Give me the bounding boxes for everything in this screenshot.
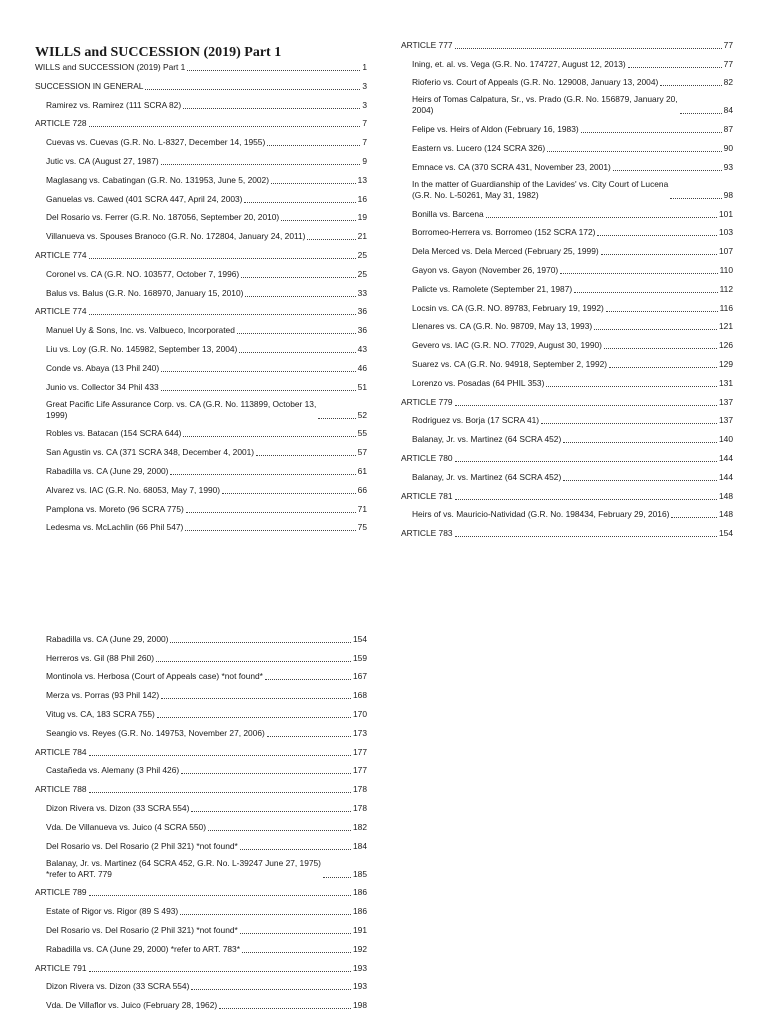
toc-section-entry[interactable] [401, 391, 733, 410]
toc-page-number: 75 [357, 522, 367, 533]
toc-page-number: 159 [353, 652, 367, 663]
toc-page-number: 167 [353, 671, 367, 682]
toc-entry-text: ARTICLE 791 [35, 962, 87, 973]
toc-entry-text-line1: Balanay, Jr. vs. Martinez (64 SCRA 452, G.R. No. L-39247 June 27, 1975) [46, 857, 321, 868]
toc-entry-text: Seangio vs. Reyes (G.R. No. 149753, November 27, 2006) [46, 727, 265, 738]
toc-case-entry[interactable] [35, 441, 367, 460]
toc-dot-leader [208, 830, 351, 831]
toc-page-number: 87 [723, 124, 733, 135]
toc-entry-text: Estate of Rigor vs. Rigor (89 S 493) [46, 906, 179, 917]
toc-case-entry[interactable] [35, 797, 367, 816]
toc-dot-leader [240, 933, 351, 934]
toc-dot-leader [486, 217, 717, 218]
toc-entry-text: Balus vs. Balus (G.R. No. 168970, January 15, 2010) [46, 287, 244, 298]
toc-entry-text: Dela Merced vs. Dela Merced (February 25, 1999) [412, 246, 599, 257]
toc-section-entry[interactable] [35, 301, 367, 320]
toc-entry-text: Alvarez vs. IAC (G.R. No. 68053, May 7, 1990) [46, 484, 221, 495]
toc-entry-text: Vda. De Villaflor vs. Juico (February 28, 1962) [46, 1000, 218, 1011]
toc-section-entry[interactable] [35, 244, 367, 263]
toc-page-number: 168 [353, 690, 367, 701]
toc-case-entry[interactable] [401, 259, 733, 278]
toc-dot-leader [271, 183, 356, 184]
toc-page-number: 7 [362, 137, 367, 148]
toc-entry-text: ARTICLE 783 [401, 528, 453, 539]
toc-dot-leader [241, 277, 355, 278]
toc-page-number: 57 [357, 447, 367, 458]
toc-page-number: 46 [357, 362, 367, 373]
toc-case-entry[interactable] [35, 395, 367, 423]
toc-case-entry[interactable] [401, 297, 733, 316]
toc-case-entry[interactable] [35, 900, 367, 919]
toc-page-number: 25 [357, 268, 367, 279]
toc-entry-text: ARTICLE 728 [35, 118, 87, 129]
toc-dot-leader [89, 971, 351, 972]
toc-dot-leader [219, 1008, 351, 1009]
toc-section-entry[interactable] [35, 778, 367, 797]
toc-dot-leader [156, 661, 351, 662]
toc-entry-text-line1: Great Pacific Life Assurance Corp. vs. CA (G.R. No. 113899, October 13, [46, 398, 317, 409]
toc-entry-text: Lorenzo vs. Posadas (64 PHIL 353) [412, 377, 545, 388]
toc-page-number: 82 [723, 77, 733, 88]
toc-entry-text: Ledesma vs. McLachlin (66 Phil 547) [46, 522, 184, 533]
toc-entry-text: Ining, et. al. vs. Vega (G.R. No. 174727, August 12, 2013) [412, 58, 626, 69]
toc-dot-leader [186, 512, 356, 513]
toc-entry-text [46, 399, 316, 423]
toc-entry-text: Cuevas vs. Cuevas (G.R. No. L-8327, December 14, 1955) [46, 137, 266, 148]
toc-case-entry[interactable] [401, 53, 733, 72]
toc-dot-leader [560, 273, 717, 274]
toc-entry-text: Montinola vs. Herbosa (Court of Appeals case) *not found* [46, 671, 263, 682]
toc-dot-leader [606, 311, 718, 312]
toc-case-entry[interactable] [401, 222, 733, 241]
toc-entry-text-line1: Heirs of Tomas Calpatura, Sr., vs. Prado (G.R. No. 156879, January 20, [412, 94, 678, 105]
toc-page-number: 121 [719, 321, 733, 332]
toc-page-number: 186 [353, 887, 367, 898]
toc-page-number: 140 [719, 434, 733, 445]
toc-entry-text-line1: In the matter of Guardianship of the Lavides' vs. City Court of Lucena [412, 178, 669, 189]
toc-page-number: 71 [357, 503, 367, 514]
toc-case-entry[interactable] [401, 372, 733, 391]
toc-case-entry[interactable] [35, 684, 367, 703]
toc-case-entry[interactable] [401, 316, 733, 335]
toc-entry-text: Jutic vs. CA (August 27, 1987) [46, 155, 159, 166]
toc-section-entry[interactable] [401, 34, 733, 53]
toc-entry-text: Rabadilla vs. CA (June 29, 2000) *refer to ART. 783* [46, 943, 240, 954]
toc-page-number: 131 [719, 377, 733, 388]
toc-entry-text: Palicte vs. Ramolete (September 21, 1987) [412, 283, 573, 294]
toc-entry-text: Balanay, Jr. vs. Martinez (64 SCRA 452) [412, 471, 562, 482]
toc-section-entry[interactable] [35, 62, 367, 75]
toc-dot-leader [256, 455, 356, 456]
toc-dot-leader [547, 151, 722, 152]
toc-entry-text: ARTICLE 777 [401, 39, 453, 50]
toc-dot-leader [455, 461, 717, 462]
toc-page-number: 77 [723, 58, 733, 69]
toc-entry-text: Herreros vs. Gil (88 Phil 260) [46, 652, 154, 663]
toc-case-entry[interactable] [35, 976, 367, 995]
toc-entry-text: Llenares vs. CA (G.R. No. 98709, May 13, 1993) [412, 321, 593, 332]
toc-dot-leader [89, 792, 351, 793]
toc-dot-leader [239, 352, 355, 353]
toc-case-entry[interactable] [35, 760, 367, 779]
toc-dot-leader [183, 108, 360, 109]
toc-case-entry[interactable] [35, 188, 367, 207]
toc-case-entry[interactable] [35, 225, 367, 244]
toc-entry-text: Del Rosario vs. Ferrer (G.R. No. 187056, September 20, 2010) [46, 212, 280, 223]
toc-page-number: 101 [719, 208, 733, 219]
toc-entry-text: ARTICLE 784 [35, 746, 87, 757]
toc-page-number: 25 [357, 249, 367, 260]
toc-dot-leader [267, 145, 360, 146]
toc-entry-text: Rodriguez vs. Borja (17 SCRA 41) [412, 415, 540, 426]
toc-dot-leader [89, 895, 351, 896]
toc-case-entry[interactable] [401, 466, 733, 485]
toc-entry-text: Emnace vs. CA (370 SCRA 431, November 23, 2001) [412, 161, 611, 172]
toc-dot-leader [237, 333, 356, 334]
toc-entry-text: Junio vs. Collector 34 Phil 433 [46, 381, 159, 392]
toc-dot-leader [185, 530, 355, 531]
toc-dot-leader [601, 254, 717, 255]
toc-dot-leader [671, 517, 717, 518]
toc-dot-leader [191, 989, 351, 990]
toc-dot-leader [597, 235, 717, 236]
toc-page-number: 3 [362, 99, 367, 110]
toc-dot-leader [181, 773, 351, 774]
toc-case-entry[interactable] [35, 919, 367, 938]
toc-page-number: 144 [719, 471, 733, 482]
toc-case-entry[interactable] [35, 338, 367, 357]
toc-page-number: 170 [353, 708, 367, 719]
toc-page-number: 192 [353, 943, 367, 954]
toc-entry-text: Locsin vs. CA (G.R. NO. 89783, February 19, 1992) [412, 302, 604, 313]
toc-dot-leader [265, 679, 351, 680]
toc-page-number: 198 [353, 1000, 367, 1011]
toc-case-entry[interactable] [35, 498, 367, 517]
toc-entry-text: ARTICLE 788 [35, 784, 87, 795]
toc-page-number: 148 [719, 490, 733, 501]
toc-page-number: 36 [357, 325, 367, 336]
toc-case-entry[interactable] [35, 131, 367, 150]
toc-dot-leader [541, 423, 717, 424]
toc-entry-text: Balanay, Jr. vs. Martinez (64 SCRA 452) [412, 434, 562, 445]
toc-dot-leader [318, 418, 355, 419]
toc-dot-leader [660, 85, 721, 86]
toc-case-entry[interactable] [35, 207, 367, 226]
toc-list-bottom [35, 628, 367, 1013]
toc-dot-leader [161, 371, 356, 372]
toc-dot-leader [563, 442, 717, 443]
toc-entry-text: Rabadilla vs. CA (June 29, 2000) [46, 465, 169, 476]
toc-dot-leader [609, 367, 717, 368]
toc-page-number: 177 [353, 765, 367, 776]
toc-entry-text [46, 858, 321, 882]
toc-entry-text: Rabadilla vs. CA (June 29, 2000) [46, 633, 169, 644]
toc-case-entry[interactable] [401, 428, 733, 447]
toc-dot-leader [281, 220, 355, 221]
toc-page-number: 93 [723, 161, 733, 172]
toc-case-entry[interactable] [401, 334, 733, 353]
toc-case-entry[interactable] [35, 460, 367, 479]
toc-page-number: 13 [357, 174, 367, 185]
toc-dot-leader [604, 348, 717, 349]
toc-case-entry[interactable] [35, 263, 367, 282]
toc-entry-text: Manuel Uy & Sons, Inc. vs. Valbueco, Incorporated [46, 325, 235, 336]
toc-dot-leader [455, 405, 717, 406]
toc-case-entry[interactable] [35, 994, 367, 1013]
toc-entry-text: Rioferio vs. Court of Appeals (G.R. No. 129008, January 13, 2004) [412, 77, 659, 88]
toc-page-number: 66 [357, 484, 367, 495]
toc-entry-text: ARTICLE 779 [401, 396, 453, 407]
toc-page-number: 186 [353, 906, 367, 917]
toc-section-entry[interactable] [35, 75, 367, 94]
toc-entry-text: ARTICLE 780 [401, 452, 453, 463]
toc-page-number: 21 [357, 231, 367, 242]
toc-dot-leader [89, 314, 356, 315]
toc-entry-text: Maglasang vs. Cabatingan (G.R. No. 131953, June 5, 2002) [46, 174, 270, 185]
toc-dot-leader [240, 849, 351, 850]
toc-case-entry[interactable] [401, 410, 733, 429]
toc-page-number: 9 [362, 155, 367, 166]
toc-page-number: 116 [719, 302, 733, 313]
toc-dot-leader [455, 499, 717, 500]
toc-entry-text-line2: (G.R. No. L-50261, May 31, 1982) [412, 189, 539, 200]
toc-page-number: 1 [362, 62, 367, 72]
toc-entry-text: Dizon Rivera vs. Dizon (33 SCRA 554) [46, 802, 190, 813]
toc-page-number: 193 [353, 981, 367, 992]
toc-entry-text: Del Rosario vs. Del Rosario (2 Phil 321) *not found* [46, 840, 238, 851]
toc-entry-text: Liu vs. Loy (G.R. No. 145982, September 13, 2004) [46, 343, 238, 354]
toc-dot-leader [613, 170, 722, 171]
toc-page-number: 137 [719, 415, 733, 426]
toc-section-entry[interactable] [35, 882, 367, 901]
toc-entry-text: WILLS and SUCCESSION (2019) Part 1 [35, 62, 186, 72]
toc-entry-text: Pamplona vs. Moreto (96 SCRA 775) [46, 503, 184, 514]
toc-entry-text: Conde vs. Abaya (13 Phil 240) [46, 362, 160, 373]
toc-list-left [35, 62, 367, 535]
toc-entry-text [412, 179, 668, 203]
toc-page-number: 43 [357, 343, 367, 354]
toc-page-number: 51 [357, 381, 367, 392]
toc-entry-text: ARTICLE 789 [35, 887, 87, 898]
toc-page-number: 90 [723, 142, 733, 153]
toc-page-number: 33 [357, 287, 367, 298]
toc-case-entry[interactable] [401, 504, 733, 523]
toc-dot-leader [628, 67, 722, 68]
toc-dot-leader [581, 132, 722, 133]
toc-entry-text: Borromeo-Herrera vs. Borromeo (152 SCRA 172) [412, 227, 596, 238]
toc-dot-leader [89, 126, 361, 127]
toc-entry-text: Del Rosario vs. Del Rosario (2 Phil 321) *not found* [46, 924, 238, 935]
toc-page-number: 184 [353, 840, 367, 851]
toc-entry-text: Dizon Rivera vs. Dizon (33 SCRA 554) [46, 981, 190, 992]
toc-dot-leader [267, 736, 351, 737]
toc-entry-text: Villanueva vs. Spouses Branoco (G.R. No. 172804, January 24, 2011) [46, 231, 306, 242]
toc-case-entry[interactable] [401, 72, 733, 91]
toc-entry-text-line2: 2004) [412, 105, 434, 116]
toc-case-entry[interactable] [401, 278, 733, 297]
toc-entry-text: ARTICLE 774 [35, 306, 87, 317]
toc-list-right [401, 34, 733, 541]
toc-case-entry[interactable] [35, 479, 367, 498]
toc-page-number: 191 [353, 924, 367, 935]
toc-entry-text: San Agustin vs. CA (371 SCRA 348, December 4, 2001) [46, 447, 255, 458]
toc-page-number: 154 [353, 633, 367, 644]
toc-case-entry[interactable] [35, 376, 367, 395]
toc-page-number: 144 [719, 452, 733, 463]
toc-dot-leader [546, 386, 717, 387]
toc-entry-text: Robles vs. Batacan (154 SCRA 644) [46, 428, 182, 439]
toc-case-entry[interactable] [35, 319, 367, 338]
toc-page-number: 19 [357, 212, 367, 223]
toc-page-number: 126 [719, 340, 733, 351]
toc-entry-text: SUCCESSION IN GENERAL [35, 80, 144, 91]
toc-entry-text: Gevero vs. IAC (G.R. NO. 77029, August 30, 1990) [412, 340, 602, 351]
toc-entry-text: Ganuelas vs. Cawed (401 SCRA 447, April 24, 2003) [46, 193, 243, 204]
toc-case-entry[interactable] [401, 240, 733, 259]
toc-page-number: 154 [719, 528, 733, 539]
toc-case-entry[interactable] [35, 357, 367, 376]
toc-dot-leader [670, 198, 721, 199]
toc-dot-leader [307, 239, 355, 240]
toc-entry-text: Vda. De Villanueva vs. Juico (4 SCRA 550) [46, 821, 206, 832]
toc-dot-leader [455, 48, 722, 49]
toc-case-entry[interactable] [35, 722, 367, 741]
toc-dot-leader [680, 113, 722, 114]
toc-case-entry[interactable] [35, 150, 367, 169]
toc-dot-leader [187, 70, 360, 71]
toc-entry-text-line2: 1999) [46, 409, 68, 420]
toc-entry-text: Ramirez vs. Ramirez (111 SCRA 82) [46, 99, 182, 110]
toc-entry-text [412, 94, 678, 118]
toc-column-left [35, 44, 367, 535]
toc-dot-leader [145, 89, 360, 90]
toc-page-number: 77 [723, 39, 733, 50]
toc-dot-leader [244, 202, 355, 203]
toc-page-number: 178 [353, 802, 367, 813]
toc-entry-text: Felipe vs. Heirs of Aldon (February 16, 1983) [412, 124, 579, 135]
toc-case-entry[interactable] [35, 169, 367, 188]
toc-entry-text: ARTICLE 774 [35, 249, 87, 260]
toc-column-bottom [35, 628, 367, 1013]
toc-dot-leader [161, 698, 351, 699]
toc-case-entry[interactable] [401, 175, 733, 203]
toc-dot-leader [594, 329, 717, 330]
toc-case-entry[interactable] [35, 854, 367, 882]
toc-page-number: 98 [723, 189, 733, 200]
toc-entry-text: Gayon vs. Gayon (November 26, 1970) [412, 264, 559, 275]
toc-dot-leader [161, 164, 361, 165]
toc-case-entry[interactable] [35, 423, 367, 442]
toc-case-entry[interactable] [35, 835, 367, 854]
toc-page-number: 84 [723, 105, 733, 116]
toc-case-entry[interactable] [401, 353, 733, 372]
toc-case-entry[interactable] [401, 203, 733, 222]
document-title: WILLS and SUCCESSION (2019) Part 1 [35, 45, 282, 60]
toc-dot-leader [191, 811, 351, 812]
toc-case-entry[interactable] [35, 666, 367, 685]
toc-dot-leader [574, 292, 718, 293]
toc-section-entry[interactable] [401, 522, 733, 541]
toc-case-entry[interactable] [35, 628, 367, 647]
toc-page-number: 7 [362, 118, 367, 129]
toc-case-entry[interactable] [35, 647, 367, 666]
toc-entry-text: Heirs of vs. Mauricio-Natividad (G.R. No. 198434, February 29, 2016) [412, 509, 670, 520]
toc-entry-text: Bonilla vs. Barcena [412, 208, 484, 219]
toc-dot-leader [242, 952, 351, 953]
toc-case-entry[interactable] [35, 282, 367, 301]
toc-entry-text: Eastern vs. Lucero (124 SCRA 326) [412, 142, 546, 153]
toc-case-entry[interactable] [35, 94, 367, 113]
toc-entry-text: Merza vs. Porras (93 Phil 142) [46, 690, 160, 701]
toc-entry-text: ARTICLE 781 [401, 490, 453, 501]
toc-case-entry[interactable] [401, 90, 733, 118]
toc-section-entry[interactable] [35, 113, 367, 132]
toc-page-number: 185 [353, 868, 367, 879]
toc-page-number: 137 [719, 396, 733, 407]
toc-section-entry[interactable] [35, 741, 367, 760]
toc-page-number: 52 [357, 409, 367, 420]
toc-section-entry[interactable] [35, 957, 367, 976]
toc-entry-text: Suarez vs. CA (G.R. No. 94918, September 2, 1992) [412, 358, 608, 369]
toc-dot-leader [157, 717, 351, 718]
toc-case-entry[interactable] [35, 703, 367, 722]
toc-page-number: 16 [357, 193, 367, 204]
toc-page-number: 36 [357, 306, 367, 317]
toc-section-entry[interactable] [401, 447, 733, 466]
toc-page-number: 193 [353, 962, 367, 973]
toc-page-number: 173 [353, 727, 367, 738]
toc-dot-leader [222, 493, 356, 494]
toc-page-number: 110 [719, 264, 733, 275]
toc-page-number: 61 [357, 465, 367, 476]
toc-dot-leader [245, 296, 355, 297]
toc-entry-text: Castañeda vs. Alemany (3 Phil 426) [46, 765, 180, 776]
toc-page-number: 182 [353, 821, 367, 832]
toc-column-right [401, 34, 733, 541]
toc-entry-text: Vitug vs. CA, 183 SCRA 755) [46, 708, 155, 719]
toc-dot-leader [455, 536, 717, 537]
toc-case-entry[interactable] [401, 118, 733, 137]
toc-case-entry[interactable] [401, 156, 733, 175]
toc-page-number: 129 [719, 358, 733, 369]
toc-case-entry[interactable] [35, 816, 367, 835]
toc-case-entry[interactable] [401, 137, 733, 156]
toc-dot-leader [161, 390, 356, 391]
toc-dot-leader [89, 258, 356, 259]
toc-dot-leader [323, 877, 351, 878]
toc-page-number: 177 [353, 746, 367, 757]
toc-case-entry[interactable] [35, 938, 367, 957]
toc-page-number: 3 [362, 80, 367, 91]
toc-dot-leader [170, 474, 355, 475]
toc-dot-leader [563, 480, 717, 481]
toc-dot-leader [183, 436, 355, 437]
toc-dot-leader [170, 642, 351, 643]
toc-page-number: 55 [357, 428, 367, 439]
toc-section-entry[interactable] [401, 485, 733, 504]
toc-page-number: 112 [719, 283, 733, 294]
toc-entry-text-line2: *refer to ART. 779 [46, 868, 112, 879]
toc-dot-leader [180, 914, 351, 915]
toc-page-number: 107 [719, 246, 733, 257]
toc-page-number: 148 [719, 509, 733, 520]
toc-page-number: 103 [719, 227, 733, 238]
toc-dot-leader [89, 755, 351, 756]
toc-case-entry[interactable] [35, 517, 367, 536]
toc-entry-text: Coronel vs. CA (G.R. NO. 103577, October 7, 1996) [46, 268, 240, 279]
toc-page-number: 178 [353, 784, 367, 795]
